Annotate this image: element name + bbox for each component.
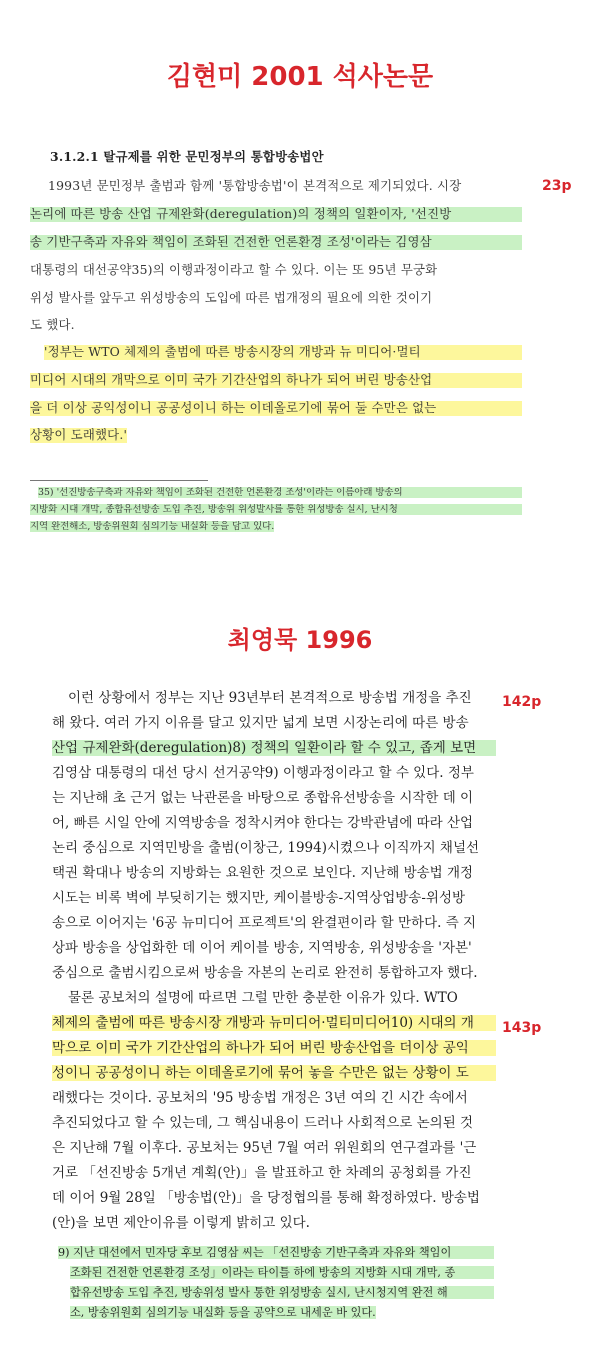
choi-line-14: 체제의 출범에 따른 방송시장 개방과 뉴미디어·멀티미디어10) 시대의 개 <box>52 1015 496 1031</box>
choi-line-9: 시도는 비록 벽에 부딪히기는 했지만, 케이블방송-지역상업방송-위성방 <box>52 890 466 906</box>
choi-line-17: 래했다는 것이다. 공보처의 '95 방송법 개정은 3년 여의 긴 시간 속에서 <box>52 1090 468 1106</box>
kim-footnote-line-1: 35) '선진방송구축과 자유와 책임이 조화된 건전한 언론환경 조성'이라는 이름아래 방송의 <box>38 487 522 498</box>
kim-line-9: 을 더 이상 공익성이니 공공성이니 하는 이데올로기에 묶어 둘 수만은 없는 <box>30 401 522 416</box>
kim-line-1: 1993년 문민정부 출범과 함께 '통합방송법'이 본격적으로 제기되었다. 시장 <box>48 179 462 193</box>
choi-line-18: 추진되었다고 할 수 있는데, 그 핵심내용이 드러나 사회적으로 논의된 것 <box>52 1115 474 1131</box>
choi-line-7: 논리 중심으로 지역민방을 출범(이창근, 1994)시켰으나 이직까지 채널선 <box>52 840 480 856</box>
section-title-kim: 김현미 2001 석사논문 <box>166 62 434 92</box>
kim-line-8: 미디어 시대의 개막으로 이미 국가 기간산업의 하나가 되어 버린 방송산업 <box>30 373 522 388</box>
choi-line-8: 택권 확대나 방송의 지방화는 요원한 것으로 보인다. 지난해 방송법 개정 <box>52 865 474 881</box>
choi-footnote-line-1: 9) 지난 대선에서 민자당 후보 김영삼 씨는 「선진방송 기반구축과 자유와 책임이 <box>58 1246 494 1259</box>
section-title-choi: 최영묵 1996 <box>227 626 373 654</box>
kim-footnote-line-3: 지역 완전해소, 방송위원회 심의기능 내실화 등을 담고 있다. <box>30 521 275 532</box>
choi-line-1: 이런 상황에서 정부는 지난 93년부터 본격적으로 방송법 개정을 추진 <box>68 690 472 706</box>
choi-line-22: (안)을 보면 제안이유를 이렇게 밝히고 있다. <box>52 1215 310 1231</box>
choi-line-3: 산업 규제완화(deregulation)8) 정책의 일환이라 할 수 있고, 좁게 보면 <box>52 740 496 756</box>
footnote-divider <box>30 480 208 481</box>
choi-line-20: 거로 「선진방송 5개년 계획(안)」을 발표하고 한 차례의 공청회를 가진 <box>52 1165 472 1181</box>
kim-line-7: '정부는 WTO 체제의 출범에 따른 방송시장의 개방과 뉴 미디어·멀티 <box>44 345 522 360</box>
kim-line-10: 상황이 도래했다.' <box>30 428 128 442</box>
kim-line-4: 대통령의 대선공약35)의 이행과정이라고 할 수 있다. 이는 또 95년 무궁화 <box>30 263 438 277</box>
kim-line-5: 위성 발사를 앞두고 위성방송의 도입에 따른 법개정의 필요에 의한 것이기 <box>30 291 433 305</box>
choi-line-21: 데 이어 9월 28일 「방송법(안)」을 당정협의를 통해 확정하였다. 방송법 <box>52 1190 480 1206</box>
page-label-23p: 23p <box>542 178 572 194</box>
kim-line-6: 도 했다. <box>30 318 75 332</box>
choi-footnote-line-2: 조화된 건전한 언론환경 조성」이라는 타이틀 하에 방송의 지방화 시대 개막, 종 <box>70 1266 494 1279</box>
choi-line-4: 김영삼 대통령의 대선 당시 선거공약9) 이행과정이라고 할 수 있다. 정부 <box>52 765 474 781</box>
kim-line-3: 송 기반구축과 자유와 책임이 조화된 건전한 언론환경 조성'이라는 김영삼 <box>30 235 522 250</box>
choi-footnote-line-4: 소, 방송위원회 심의기능 내실화 등을 공약으로 내세운 바 있다. <box>70 1306 376 1319</box>
choi-line-10: 송으로 이어지는 '6공 뉴미디어 프로젝트'의 완결편이라 할 만하다. 즉 지 <box>52 915 477 931</box>
choi-line-11: 상파 방송을 상업화한 데 이어 케이블 방송, 지역방송, 위성방송을 '자본' <box>52 940 472 956</box>
choi-line-19: 은 지난해 7월 이후다. 공보처는 95년 7월 여러 위원회의 연구결과를 '근 <box>52 1140 477 1156</box>
page-label-143p: 143p <box>502 1020 542 1036</box>
choi-line-15: 막으로 이미 국가 기간산업의 하나가 되어 버린 방송산업을 더이상 공익 <box>52 1040 496 1056</box>
choi-footnote-line-3: 합유선방송 도입 추진, 방송위성 발사 통한 위성방송 실시, 난시청지역 완전 해 <box>70 1286 494 1299</box>
kim-line-2: 논리에 따른 방송 산업 규제완화(deregulation)의 정책의 일환이자, '선진방 <box>30 207 522 222</box>
choi-line-13: 물론 공보처의 설명에 따르면 그럴 만한 충분한 이유가 있다. WTO <box>68 990 458 1006</box>
choi-line-6: 어, 빠른 시일 안에 지역방송을 정착시켜야 한다는 강박관념에 따라 산업 <box>52 815 474 831</box>
choi-line-5: 는 지난해 초 근거 없는 낙관론을 바탕으로 종합유선방송을 시작한 데 이 <box>52 790 474 806</box>
kim-section-heading: 3.1.2.1 탈규제를 위한 문민정부의 통합방송법안 <box>50 150 324 164</box>
choi-line-16: 성이니 공공성이니 하는 이데올로기에 묶어 놓을 수만은 없는 상황이 도 <box>52 1065 496 1081</box>
choi-line-2: 해 왔다. 여러 가지 이유를 달고 있지만 넓게 보면 시장논리에 따른 방송 <box>52 715 469 731</box>
page-label-142p: 142p <box>502 694 542 710</box>
choi-line-12: 중심으로 출범시킴으로써 방송을 자본의 논리로 완전히 통합하고자 했다. <box>52 965 478 981</box>
kim-footnote-line-2: 지방화 시대 개막, 종합유선방송 도입 추진, 방송위 위성발사를 통한 위성방송 실시, 난시청 <box>30 504 522 515</box>
